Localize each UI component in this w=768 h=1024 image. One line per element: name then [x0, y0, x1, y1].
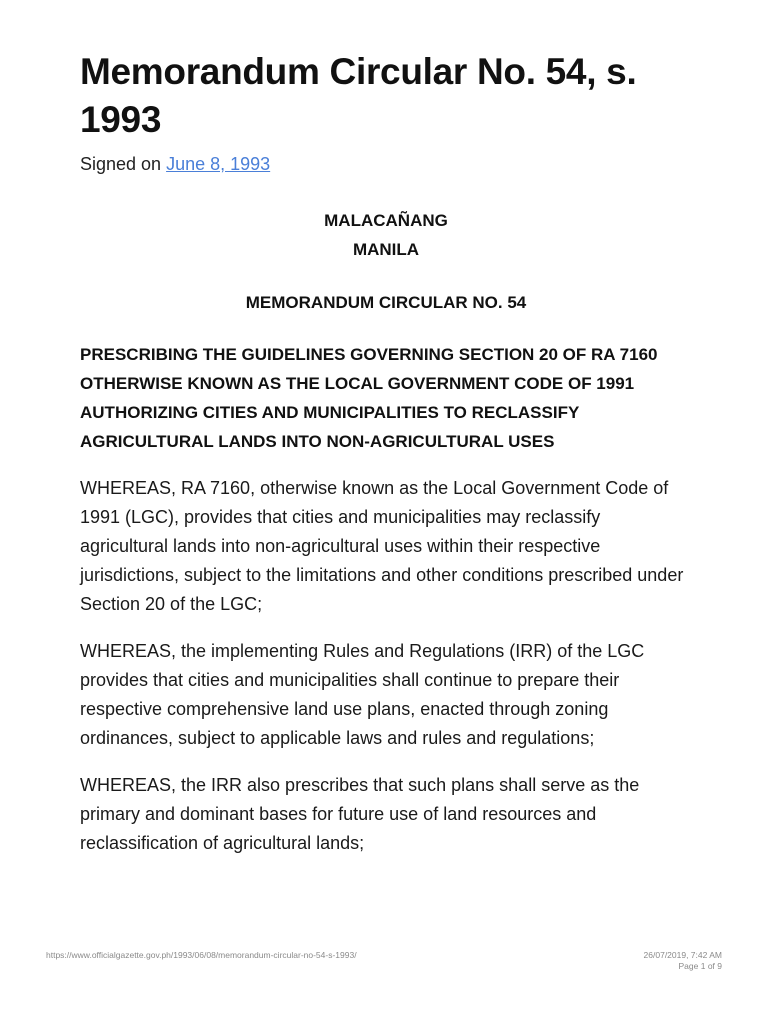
circular-number: MEMORANDUM CIRCULAR NO. 54 — [245, 293, 527, 312]
footer-meta — [644, 950, 722, 972]
document-page — [80, 48, 692, 876]
issuer-header — [80, 206, 692, 264]
footer-timestamp: 26/07/2019, 7:42 AM — [643, 950, 722, 960]
footer-url: https://www.officialgazette.gov.ph/1993/06/08/memorandum-circular-no-54-s-1993/ — [46, 950, 357, 960]
paragraph: WHEREAS, the IRR also prescribes that such plans shall serve as the primary and dominant bases for future use of land resources and reclassification of agricultural lands; — [80, 775, 640, 853]
footer-page-number: Page 1 of 9 — [678, 961, 722, 971]
signed-date-link[interactable]: June 8, 1993 — [166, 154, 271, 174]
paragraph: WHEREAS, the implementing Rules and Regulations (IRR) of the LGC provides that cities and municipalities shall continue to prepare their respective comprehensive land use plans, enacted through zoning ordinances, subject to applicable laws and rules and regulations; — [80, 641, 645, 748]
signed-prefix: Signed on — [80, 154, 167, 174]
page-title: Memorandum Circular No. 54, s. 1993 — [80, 51, 637, 140]
header-malacanang: MALACAÑANG — [324, 211, 448, 230]
circular-subject: PRESCRIBING THE GUIDELINES GOVERNING SECTION 20 OF RA 7160 OTHERWISE KNOWN AS THE LOCAL GOVERNMENT CODE OF 1991 AUTHORIZING CITIES AND MUNICIPALITIES TO RECLASSIFY AGRICULTURAL LANDS INTO NON-AGRICULTURAL USES — [80, 345, 658, 451]
signed-line — [80, 150, 692, 178]
paragraph: WHEREAS, RA 7160, otherwise known as the Local Government Code of 1991 (LGC), provides that cities and municipalities may reclassify agricultural lands into non-agricultural uses within their respective jurisdictions, subject to the limitations and other conditions prescribed under Section 20 of the LGC; — [80, 478, 684, 614]
header-manila: MANILA — [352, 240, 420, 259]
